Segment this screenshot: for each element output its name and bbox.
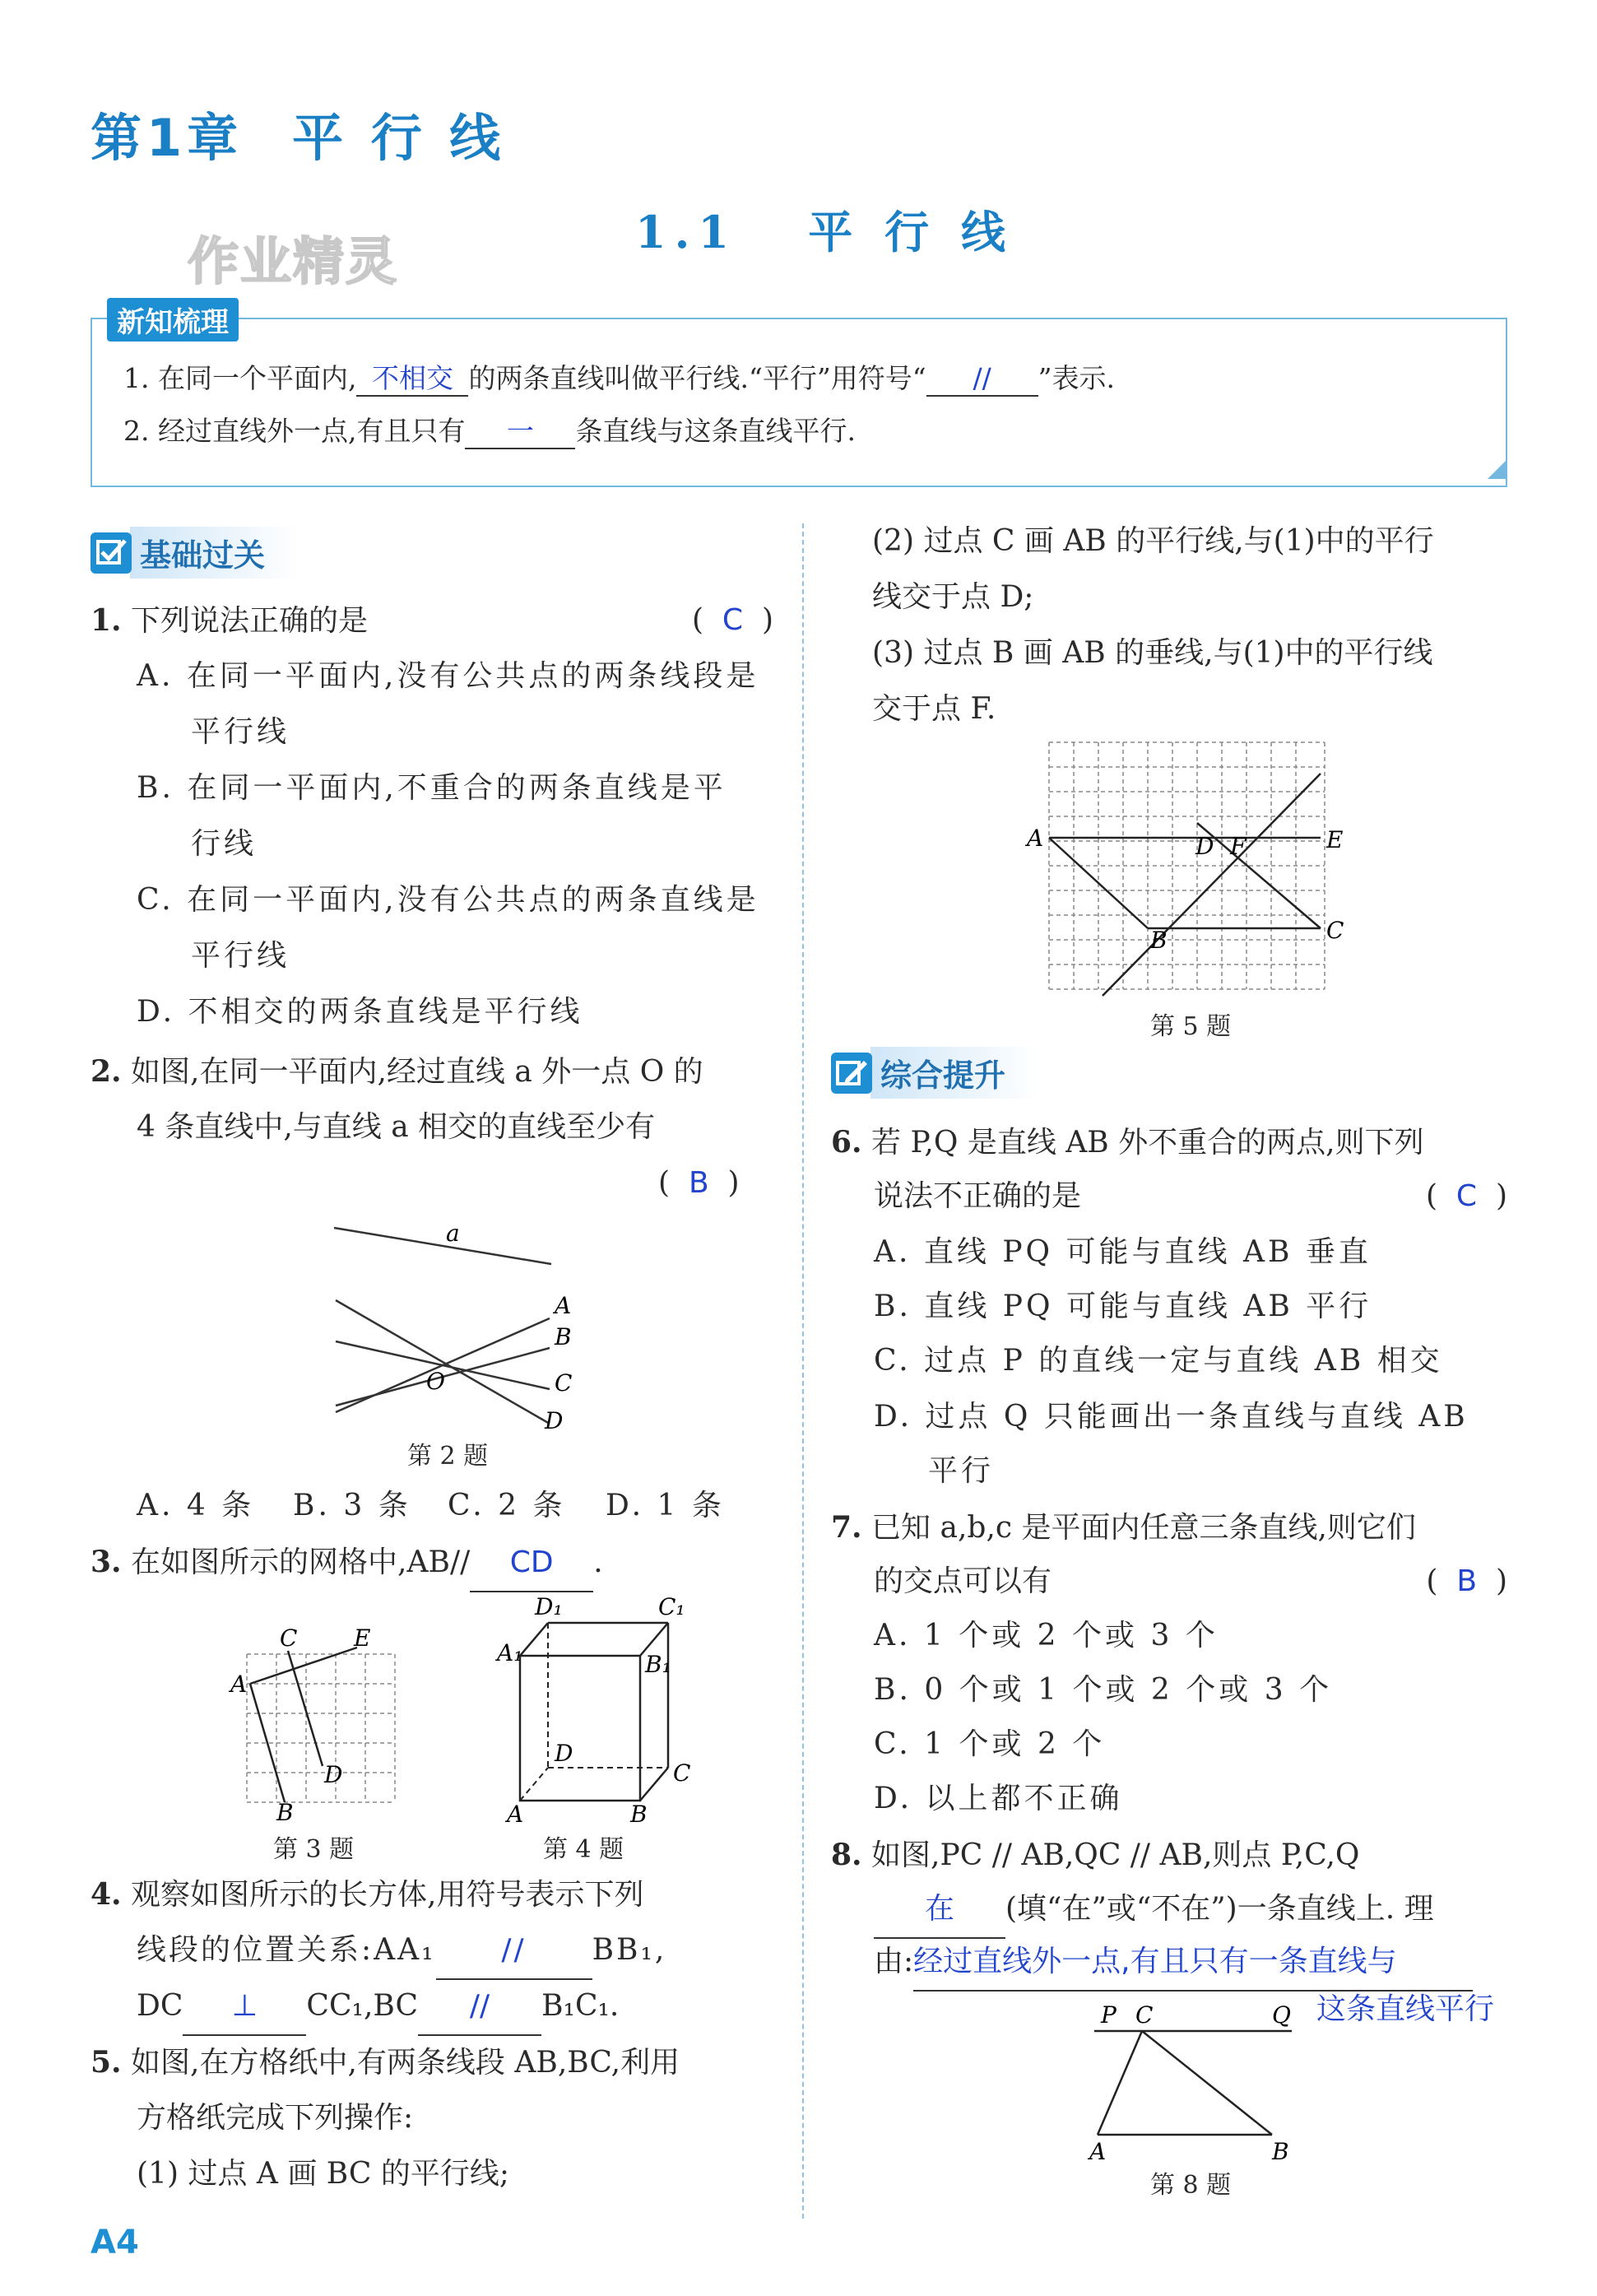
label-C: C [1326, 917, 1344, 944]
label-A: A [230, 1671, 248, 1698]
q1-option-a-cont: 平行线 [191, 715, 290, 749]
answer-blank: CD [509, 1545, 554, 1579]
q6-option-c: C. 过点 P 的直线一定与直线 AB 相交 [874, 1344, 1443, 1378]
q1-option-a: A. 在同一平面内,没有公共点的两条线段是 [137, 659, 759, 693]
question-4-stem: 4. 观察如图所示的长方体,用符号表示下列 [91, 1877, 644, 1912]
answer-choice: B [1456, 1564, 1478, 1598]
label-C: C [673, 1759, 691, 1787]
figure-q3 [222, 1613, 420, 1827]
basic-section-title: 基础过关 [130, 527, 298, 579]
question-5-step-3: (3) 过点 B 画 AB 的垂线,与(1)中的平行线 [872, 636, 1433, 670]
label-a: a [446, 1220, 460, 1247]
label-A1: A₁ [497, 1639, 523, 1666]
answer-blank: 一 [506, 415, 534, 447]
segment-CB [1142, 2031, 1272, 2135]
answer-blank: 不相交 [371, 362, 453, 394]
label-D: D [324, 1761, 343, 1788]
label-D: D [545, 1407, 564, 1434]
section-title: 平 行 线 [808, 206, 1014, 258]
label-F: F [1230, 833, 1246, 860]
question-7-stem: 7. 已知 a,b,c 是平面内任意三条直线,则它们 [831, 1510, 1416, 1545]
q1-option-b: B. 在同一平面内,不重合的两条直线是平 [137, 771, 727, 805]
segment-CA [1098, 2031, 1142, 2135]
basic-section-header [91, 527, 298, 578]
label-E: E [354, 1624, 371, 1652]
answer-choice: C [722, 603, 744, 637]
question-6-stem-cont: 说法不正确的是 ( C ) [874, 1179, 1507, 1213]
edit-icon [831, 1053, 872, 1094]
question-1-stem: 1. 下列说法正确的是 ( C ) [91, 603, 773, 638]
knowledge-item-2: 2. 经过直线外一点,有且只有 一 条直线与这条直线平行. [123, 415, 856, 449]
answer-reason-cont: 这条直线平行 [1316, 1992, 1495, 2026]
question-2-stem: 2. 如图,在同一平面内,经过直线 a 外一点 O 的 [91, 1054, 703, 1089]
line-od [336, 1300, 550, 1424]
question-2-stem-cont: 4 条直线中,与直线 a 相交的直线至少有 [137, 1110, 656, 1144]
question-5-stem-cont: 方格纸完成下列操作: [137, 2101, 414, 2135]
question-8-stem: 8. 如图,PC // AB,QC // AB,则点 P,C,Q [831, 1838, 1360, 1872]
knowledge-box [91, 318, 1507, 487]
line-oa [336, 1318, 550, 1412]
question-5-step-3-cont: 交于点 F. [872, 692, 996, 726]
section-heading [635, 198, 1014, 261]
q2-option-c: C. 2 条 [448, 1489, 566, 1522]
q1-option-c: C. 在同一平面内,没有公共点的两条直线是 [137, 883, 759, 917]
q2-answer: ( B ) [658, 1166, 740, 1200]
answer-choice: B [688, 1166, 709, 1200]
section-number: 1.1 [635, 206, 737, 258]
label-B1: B₁ [645, 1651, 671, 1678]
answer-reason: 经过直线外一点,有且只有一条直线与 [913, 1945, 1397, 1978]
page-number: A4 [91, 2224, 139, 2261]
q6-option-d: D. 过点 Q 只能画出一条直线与直线 AB [874, 1400, 1469, 1434]
label-C: C [1135, 2001, 1154, 2029]
label-A: A [507, 1801, 524, 1827]
column-divider [802, 523, 804, 2219]
question-4-line-2: 线段的位置关系:AA₁ // BB₁, [137, 1922, 666, 1980]
chapter-heading [91, 97, 505, 170]
question-6-stem: 6. 若 P,Q 是直线 AB 外不重合的两点,则下列 [831, 1125, 1424, 1160]
label-D: D [555, 1740, 573, 1767]
answer-blank: // [469, 1989, 490, 2023]
label-B: B [555, 1323, 572, 1350]
q1-option-b-cont: 行线 [191, 827, 258, 861]
figure-caption-q2: 第 2 题 [407, 1442, 489, 1471]
question-5-stem: 5. 如图,在方格纸中,有两条线段 AB,BC,利用 [91, 2045, 680, 2080]
label-B: B [1150, 927, 1168, 954]
q7-option-d: D. 以上都不正确 [874, 1782, 1123, 1815]
label-D1: D₁ [535, 1593, 563, 1620]
label-P: P [1101, 2001, 1117, 2029]
label-E: E [1326, 826, 1344, 853]
figure-q4-cuboid [485, 1588, 699, 1827]
figure-q2 [321, 1210, 601, 1448]
figure-caption-q4: 第 4 题 [543, 1835, 624, 1864]
advanced-section-header [831, 1047, 1038, 1098]
q1-option-c-cont: 平行线 [191, 939, 290, 973]
question-7-stem-cont: 的交点可以有 ( B ) [874, 1564, 1507, 1598]
watermark: 作业精灵 [188, 231, 399, 291]
question-5-step-1: (1) 过点 A 画 BC 的平行线; [137, 2157, 510, 2191]
figure-q5-grid [1020, 732, 1349, 1012]
answer-choice: C [1455, 1179, 1478, 1213]
label-B: B [1272, 2138, 1289, 2165]
label-D: D [1195, 833, 1214, 860]
label-B: B [276, 1799, 294, 1826]
label-C1: C₁ [658, 1593, 685, 1620]
question-5-step-2: (2) 过点 C 画 AB 的平行线,与(1)中的平行 [872, 524, 1434, 558]
segment-CD [288, 1651, 323, 1766]
chapter-label: 第1章 [91, 108, 244, 168]
q6-option-d-cont: 平行 [928, 1454, 995, 1488]
line-BF [1103, 774, 1321, 996]
box-corner-fold [1488, 461, 1506, 479]
figure-q8 [1078, 1990, 1316, 2171]
q6-option-a: A. 直线 PQ 可能与直线 AB 垂直 [874, 1235, 1372, 1269]
label-A: A [1027, 825, 1044, 852]
answer-blank: ⊥ [231, 1989, 258, 2023]
answer-blank: 在 [924, 1892, 954, 1926]
q2-option-b: B. 3 条 [293, 1489, 411, 1522]
question-5-step-2-cont: 线交于点 D; [872, 580, 1034, 614]
label-O: O [426, 1368, 445, 1395]
label-B: B [630, 1801, 648, 1827]
question-8-line-2: 在 (填“在”或“不在”)一条直线上. 理 [874, 1881, 1434, 1939]
q2-option-d: D. 1 条 [606, 1489, 725, 1522]
question-3: 3. 在如图所示的网格中,AB// CD . [91, 1534, 603, 1592]
q1-option-d: D. 不相交的两条直线是平行线 [137, 995, 583, 1029]
q2-option-a: A. 4 条 [137, 1489, 255, 1522]
figure-caption-q3: 第 3 题 [273, 1835, 355, 1864]
knowledge-item-1: 1. 在同一个平面内, 不相交 的两条直线叫做平行线.“平行”用符号“ // ”表示. [123, 362, 1115, 397]
label-Q: Q [1272, 2001, 1291, 2029]
line-a [334, 1228, 551, 1264]
q7-option-a: A. 1 个或 2 个或 3 个 [874, 1619, 1219, 1652]
segment-AE [250, 1648, 357, 1684]
label-C: C [555, 1369, 573, 1397]
label-A: A [555, 1292, 572, 1319]
question-4-line-3: DC ⊥ CC₁,BC // B₁C₁. [137, 1978, 619, 2036]
label-A: A [1089, 2138, 1107, 2165]
checkbox-icon [91, 532, 132, 574]
knowledge-tag: 新知梳理 [107, 298, 239, 342]
advanced-section-title: 综合提升 [870, 1047, 1038, 1099]
question-8-line-3: 由:经过直线外一点,有且只有一条直线与 [874, 1934, 1473, 1992]
q6-option-b: B. 直线 PQ 可能与直线 AB 平行 [874, 1290, 1372, 1323]
chapter-title: 平 行 线 [292, 108, 506, 168]
answer-blank: // [501, 1933, 527, 1967]
q7-option-b: B. 0 个或 1 个或 2 个或 3 个 [874, 1673, 1333, 1707]
label-C: C [280, 1624, 298, 1652]
figure-caption-q5: 第 5 题 [1150, 1012, 1232, 1041]
q7-option-c: C. 1 个或 2 个 [874, 1727, 1106, 1761]
answer-blank: // [973, 362, 991, 394]
figure-caption-q8: 第 8 题 [1150, 2171, 1232, 2200]
